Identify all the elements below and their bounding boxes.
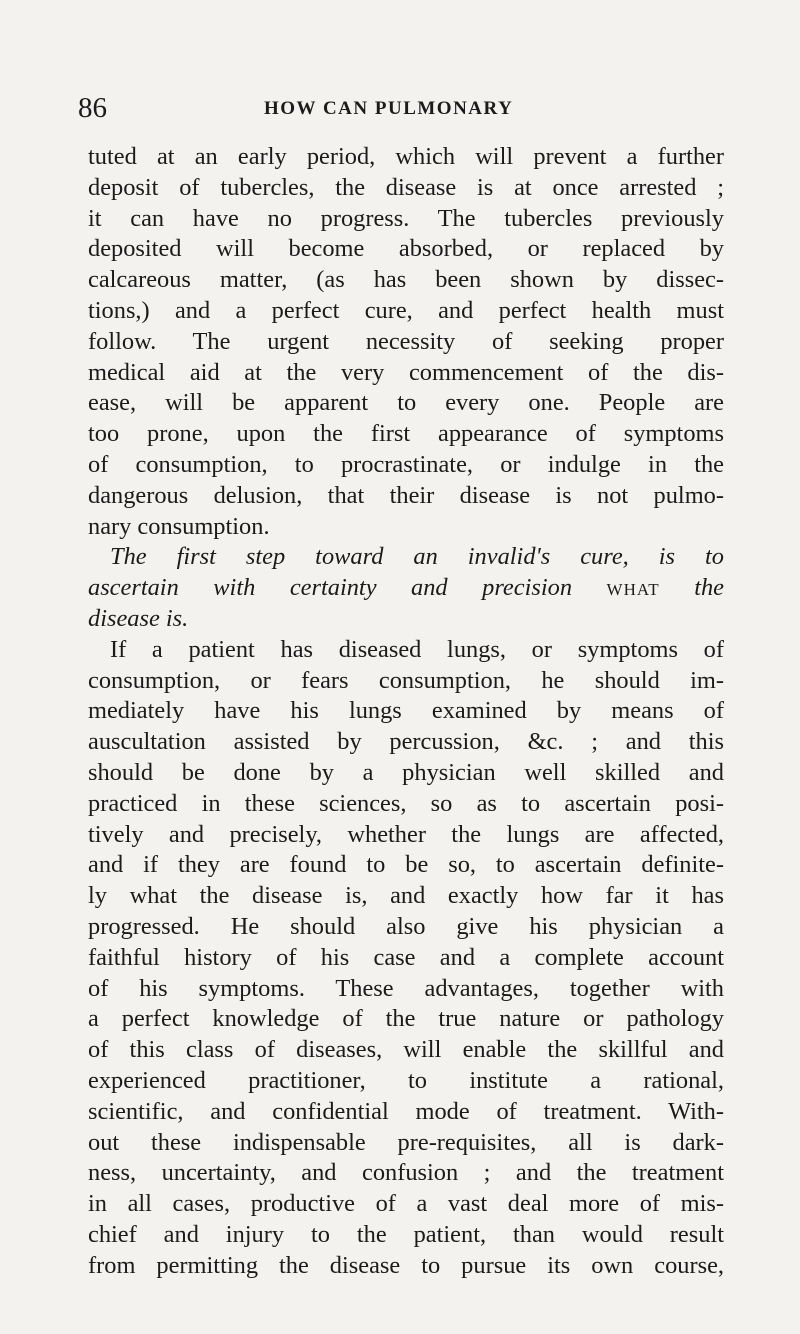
text-line: ly what the disease is, and exactly how far it has	[88, 882, 724, 910]
text-line: practiced in these sciences, so as to ascertain posi-	[88, 789, 724, 817]
italic-segment: ascertain with certainty and precision	[88, 574, 573, 602]
text-line: ease, will be apparent to every one. People are	[88, 389, 724, 417]
text-line: deposited will become absorbed, or replaced by	[88, 235, 724, 263]
text-line: of his symptoms. These advantages, together with	[88, 974, 724, 1002]
italic-segment: the	[694, 574, 724, 602]
text-line: of this class of diseases, will enable the skillful and	[88, 1036, 724, 1064]
text-line: consumption, or fears consumption, he should im-	[88, 666, 724, 694]
small-caps-word: what	[606, 574, 660, 602]
text-line: it can have no progress. The tubercles previously	[88, 204, 724, 232]
text-line: mediately have his lungs examined by means of	[88, 697, 724, 725]
running-head: HOW CAN PULMONARY	[264, 98, 514, 119]
text-line: experienced practitioner, to institute a rational,	[88, 1066, 724, 1094]
text-line: ness, uncertainty, and confusion ; and the treatment	[88, 1159, 724, 1187]
text-line: from permitting the disease to pursue its own course,	[88, 1251, 724, 1279]
italic-line: The first step toward an invalid's cure, is to	[110, 543, 724, 571]
text-line: in all cases, productive of a vast deal more of mis-	[88, 1190, 724, 1218]
text-line: If a patient has diseased lungs, or symptoms of	[110, 635, 724, 663]
text-line: follow. The urgent necessity of seeking proper	[88, 327, 724, 355]
text-line: auscultation assisted by percussion, &c. ; and this	[88, 728, 724, 756]
page-number: 86	[78, 92, 107, 124]
text-line: medical aid at the very commencement of the dis-	[88, 358, 724, 386]
text-line: scientific, and confidential mode of treatment. With-	[88, 1097, 724, 1125]
text-line: tively and precisely, whether the lungs are affected,	[88, 820, 724, 848]
text-line: of consumption, to procrastinate, or indulge in the	[88, 450, 724, 478]
text-line: faithful history of his case and a complete account	[88, 943, 724, 971]
text-line: chief and injury to the patient, than would result	[88, 1220, 724, 1248]
text-line: dangerous delusion, that their disease is not pulmo-	[88, 481, 724, 509]
text-line: tions,) and a perfect cure, and perfect health must	[88, 296, 724, 324]
text-line: nary consumption.	[88, 512, 270, 540]
text-line: progressed. He should also give his physician a	[88, 912, 724, 940]
text-line: a perfect knowledge of the true nature or pathology	[88, 1005, 724, 1033]
text-line: too prone, upon the first appearance of symptoms	[88, 420, 724, 448]
page-header	[78, 88, 738, 128]
body-text	[88, 142, 724, 1281]
italic-line: disease is.	[88, 604, 189, 632]
text-line: out these indispensable pre-requisites, all is dark-	[88, 1128, 724, 1156]
text-line: calcareous matter, (as has been shown by dissec-	[88, 266, 724, 294]
italic-line	[88, 573, 724, 604]
text-line: tuted at an early period, which will prevent a further	[88, 143, 724, 170]
text-line: should be done by a physician well skilled and	[88, 758, 724, 786]
text-line: deposit of tubercles, the disease is at once arrested ;	[88, 173, 724, 201]
text-line: and if they are found to be so, to ascertain definite-	[88, 851, 724, 879]
